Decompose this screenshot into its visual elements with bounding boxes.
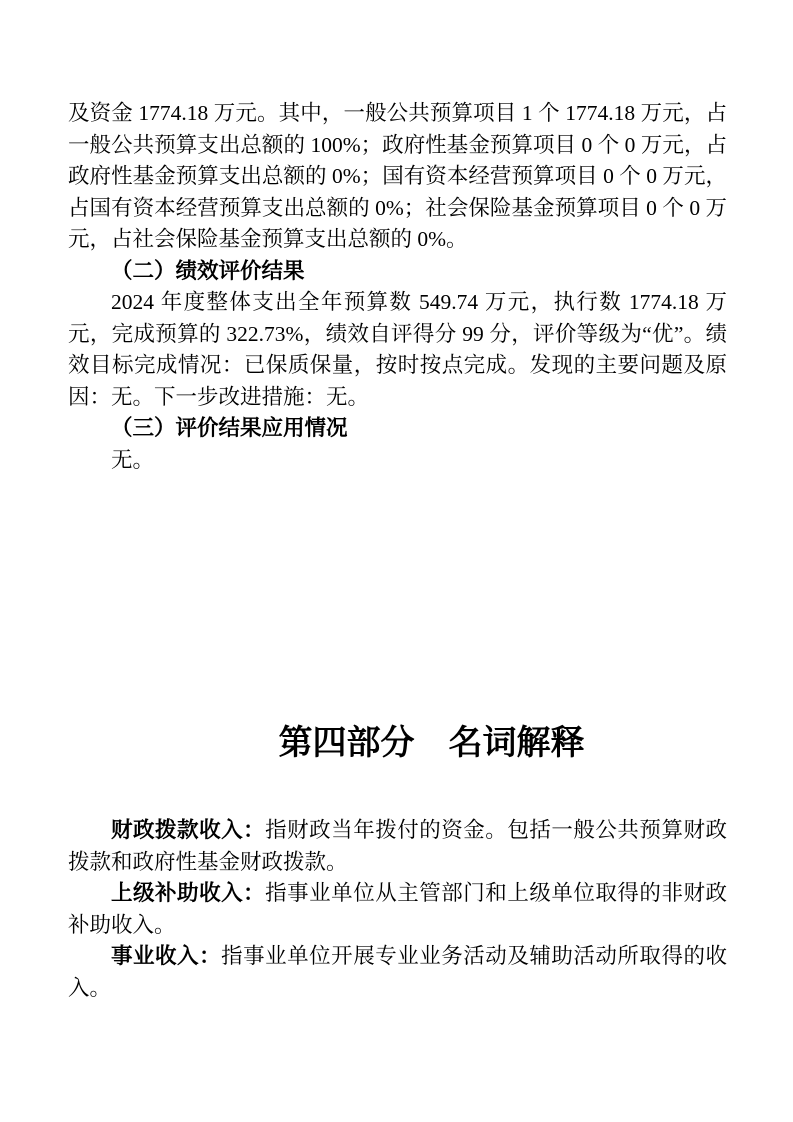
paragraph-budget-projects-continuation: 及资金 1774.18 万元。其中，一般公共预算项目 1 个 1774.18 万元，占一般公共预算支出总额的 100%；政府性基金预算项目 0 个 0 万元，占政府性基金预算支出总额的 0%；国有资本经营预算项目 0 个 0 万元，占国有资本经营预算支出总额的 0%；社会保险基金预算项目 0 个 0 万元，占社会保险基金预算支出总额的 0%。 [68,101,727,251]
term-text-fiscal-appropriation: 指财政当年拨付的资金。包括一般公共预算财政拨款和政府性基金财政拨款。 [68,818,727,874]
paragraph-result-application-none: 无。 [111,447,155,472]
heading-performance-evaluation-result: （二）绩效评价结果 [111,258,305,283]
term-definition-operational-income [68,941,727,1004]
paragraph-evaluation-result: 2024 年度整体支出全年预算数 549.74 万元，执行数 1774.18 万元，完成预算的 322.73%，绩效自评得分 99 分，评价等级为“优”。绩效目标完成情况：已保质保量，按时按点完成。发现的主要问题及原因：无。下一步改进措施：无。 [68,290,727,409]
term-text-superior-subsidy: 指事业单位从主管部门和上级单位取得的非财政补助收入。 [68,881,727,937]
term-definition-superior-subsidy [68,878,727,941]
term-text-operational-income: 指事业单位开展专业业务活动及辅助活动所取得的收入。 [68,944,727,1000]
terms-list [68,815,727,1004]
part4-title: 第四部分 名词解释 [278,724,585,762]
term-name-superior-subsidy: 上级补助收入： [111,881,266,905]
term-definition-fiscal-appropriation [68,815,727,878]
heading-evaluation-result-application: （三）评价结果应用情况 [111,416,348,440]
term-name-fiscal-appropriation: 财政拨款收入： [111,818,266,842]
term-name-operational-income: 事业收入： [111,944,222,968]
